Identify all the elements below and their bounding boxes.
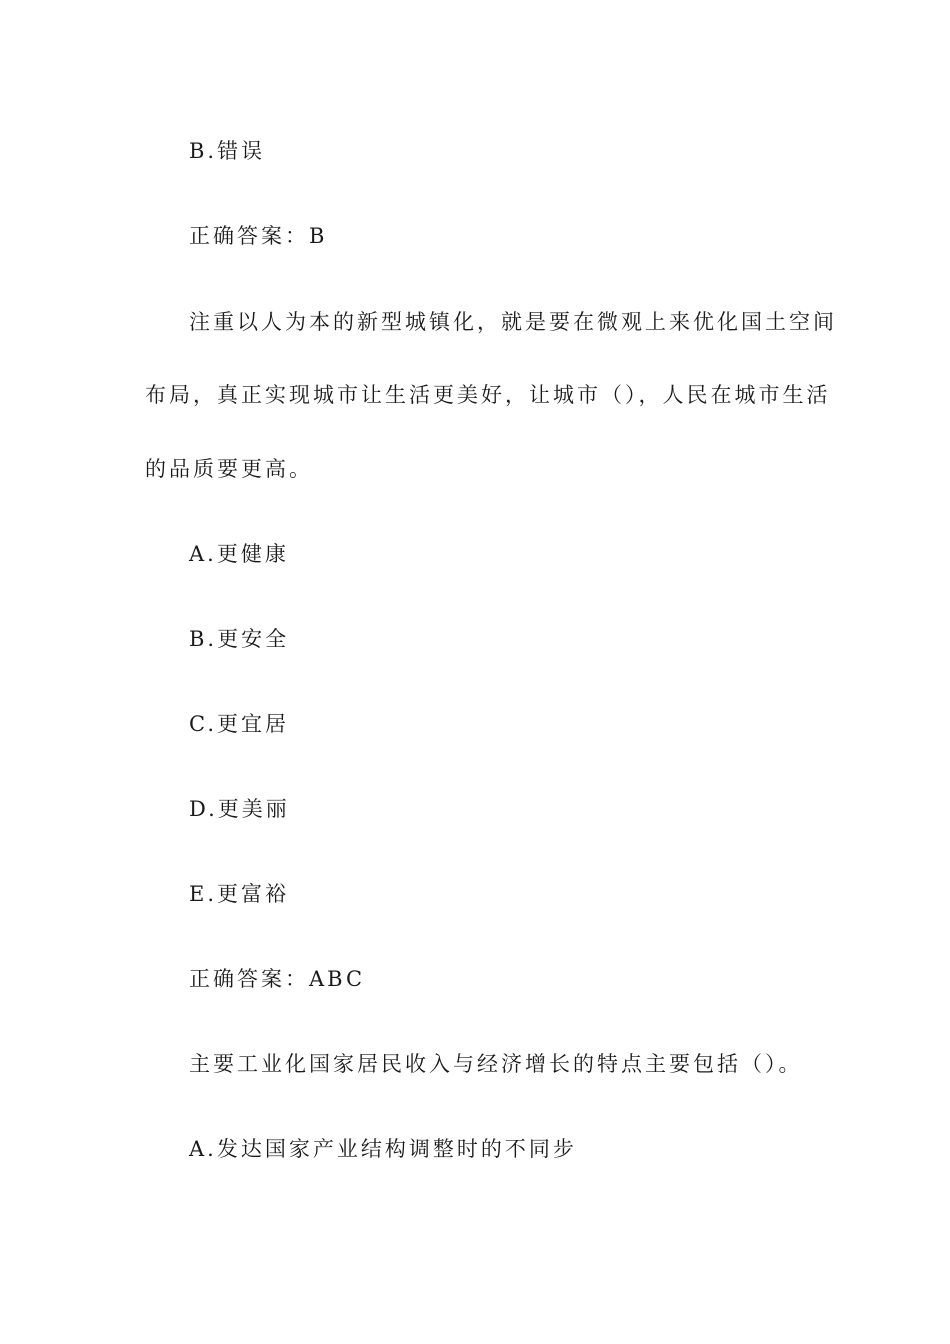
option-d: D.更美丽: [189, 797, 290, 821]
option-c: C.更宜居: [189, 712, 289, 736]
option-b: B.更安全: [189, 627, 290, 651]
option-a: A.更健康: [189, 542, 289, 566]
answer-line-2: 正确答案：ABC: [189, 967, 366, 991]
question-3: 主要工业化国家居民收入与经济增长的特点主要包括（）。: [189, 1052, 803, 1076]
option-e: E.更富裕: [189, 882, 290, 906]
option-b-wrong: B.错误: [189, 139, 266, 163]
question-2-line-2: 布局，真正实现城市让生活更美好，让城市（），人民在城市生活: [145, 383, 831, 407]
question-3-option-a: A.发达国家产业结构调整时的不同步: [189, 1137, 577, 1161]
question-2-line-1: 注重以人为本的新型城镇化，就是要在微观上来优化国土空间: [189, 310, 837, 334]
question-2-line-3: 的品质要更高。: [145, 457, 313, 481]
answer-line-1: 正确答案：B: [189, 224, 328, 248]
